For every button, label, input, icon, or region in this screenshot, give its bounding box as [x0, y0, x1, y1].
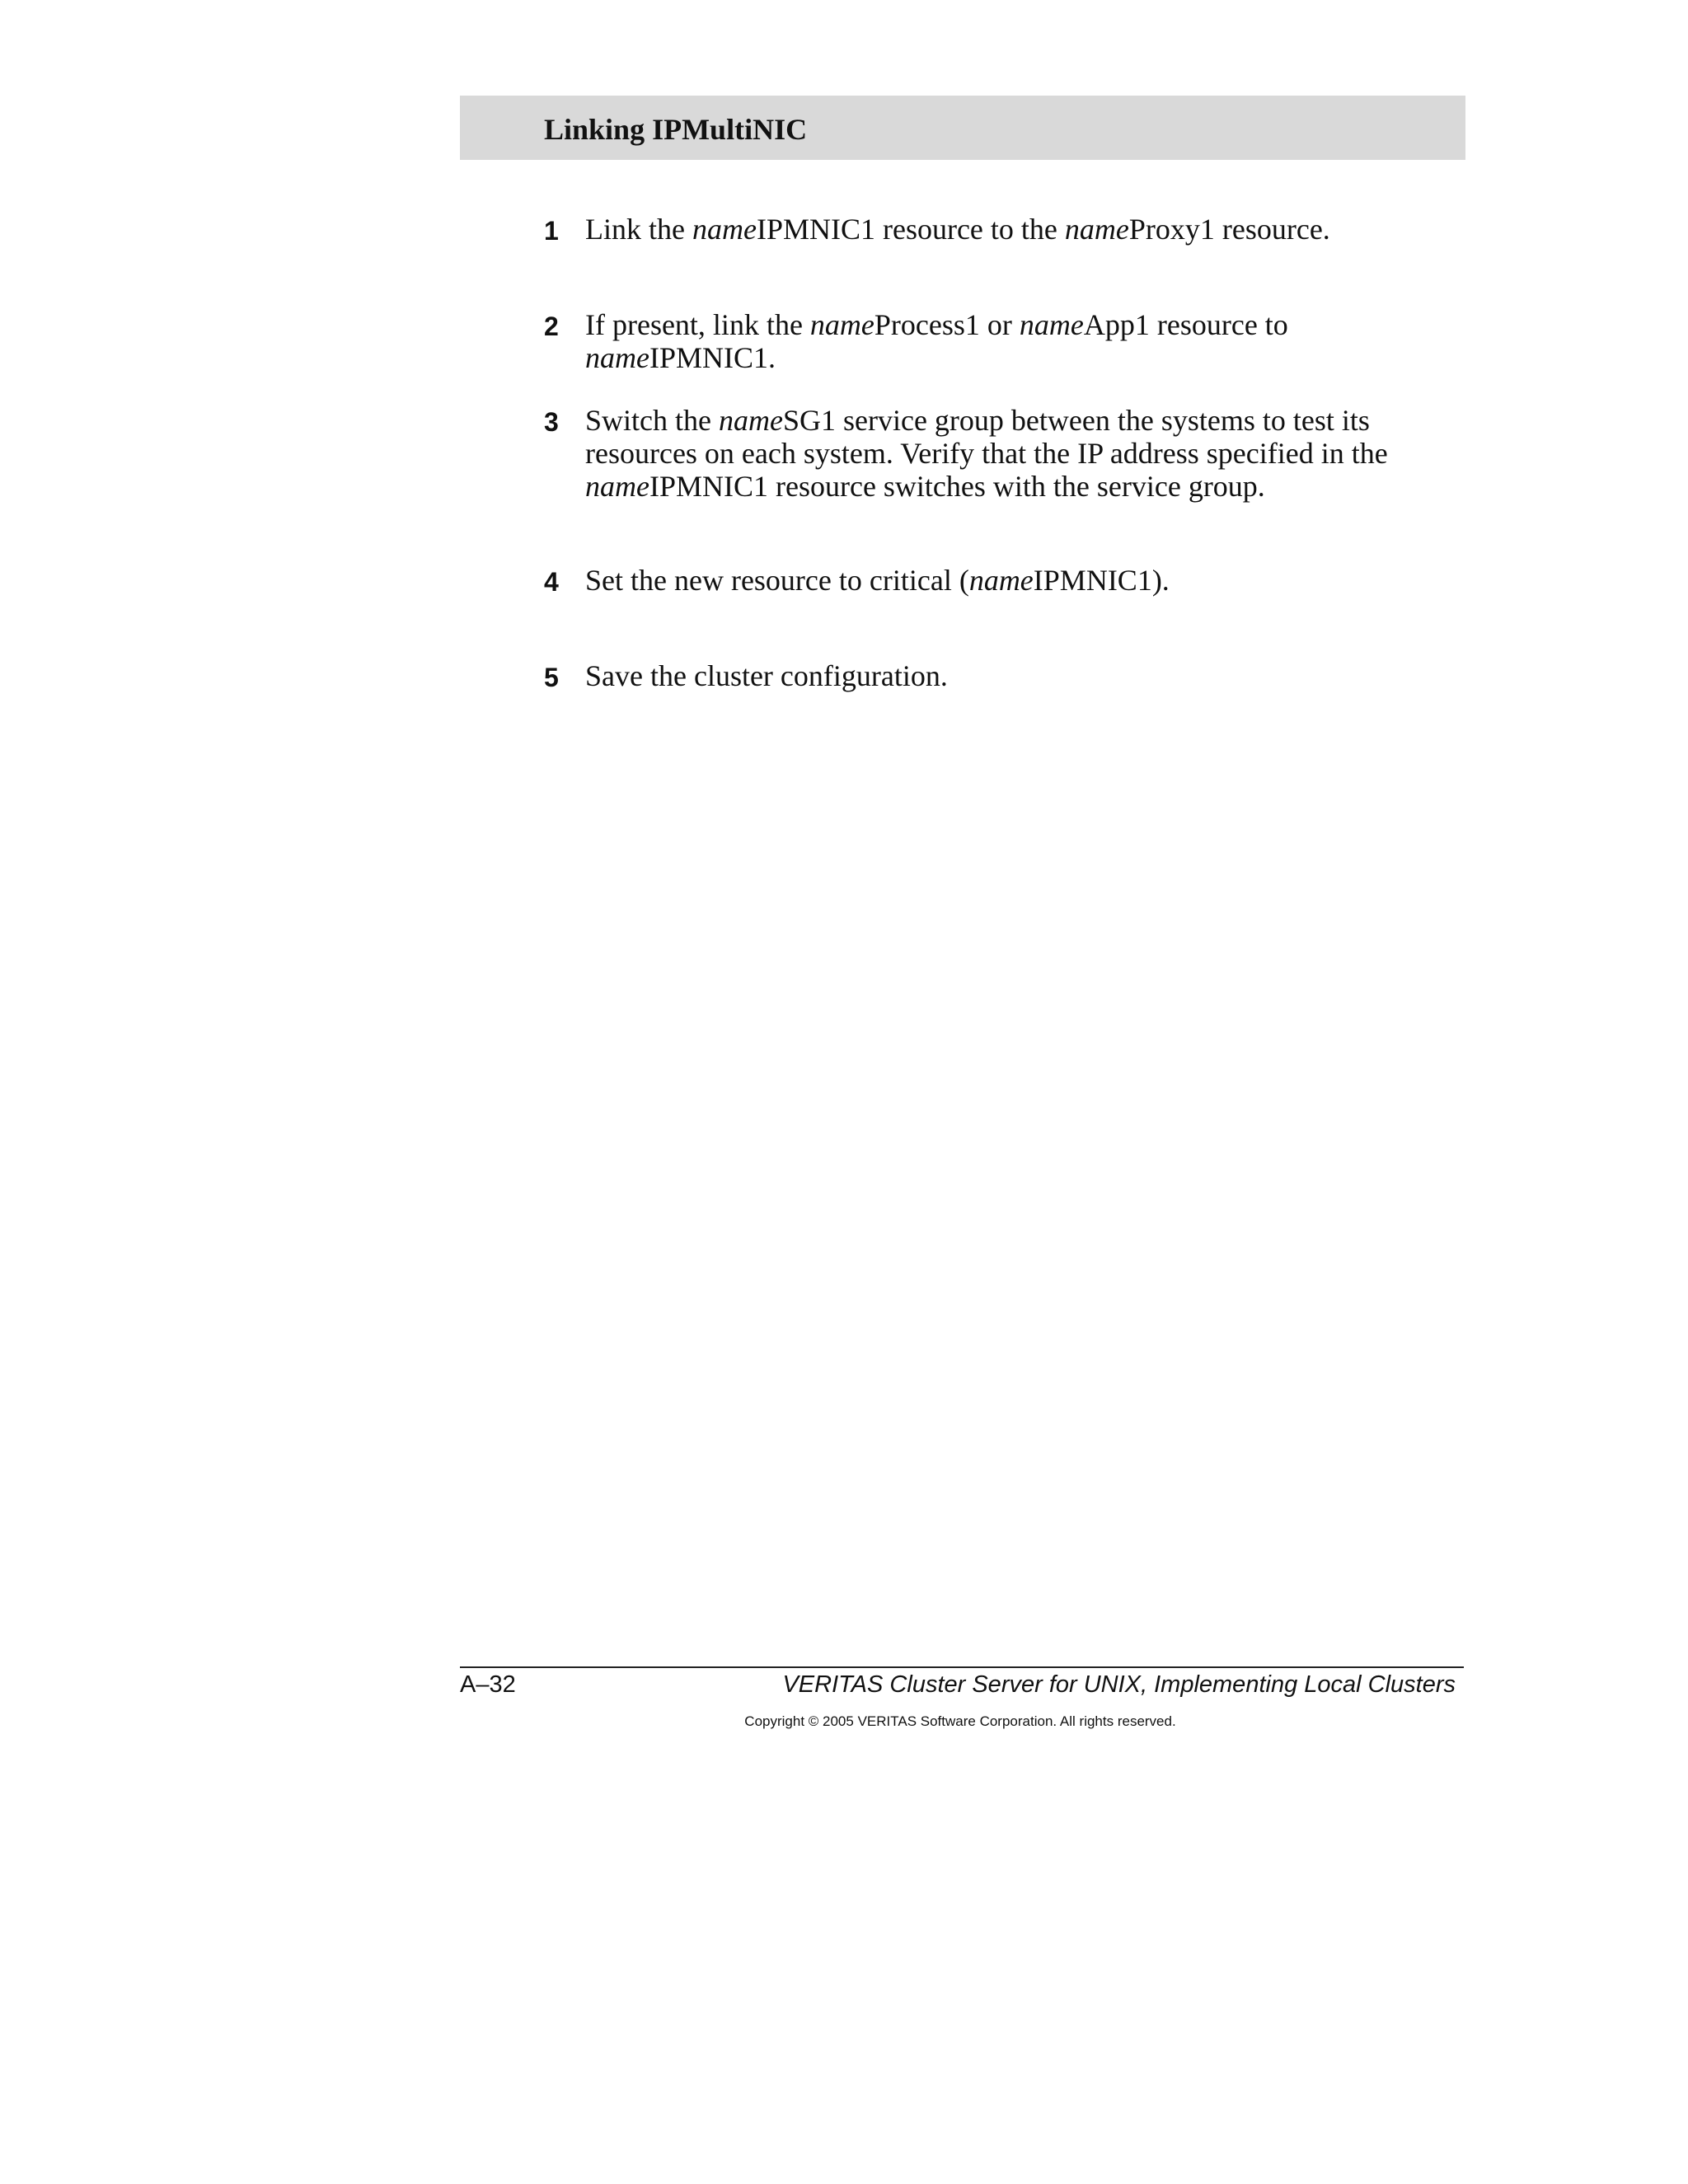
step-text-segment: If present, link the — [585, 308, 810, 341]
step-text-segment: Proxy1 resource. — [1128, 213, 1330, 246]
step-text — [585, 564, 1467, 597]
footer-divider — [460, 1666, 1464, 1668]
section-title: Linking IPMultiNIC — [544, 113, 808, 146]
step-text-segment: App1 resource to — [1083, 308, 1288, 341]
step-number: 3 — [544, 407, 559, 437]
italic-placeholder: name — [585, 341, 649, 374]
step-text-segment: Link the — [585, 213, 692, 246]
step-number: 4 — [544, 567, 559, 597]
step-number: 5 — [544, 663, 559, 692]
step-text-segment: IPMNIC1). — [1033, 564, 1170, 597]
step-number: 2 — [544, 312, 559, 341]
section-heading-bar — [460, 96, 1465, 160]
step-text-segment: Set the new resource to critical ( — [585, 564, 969, 597]
step-text-segment: SG1 service group between the systems to test its resources on each system. Verify that the IP address specified in the — [585, 404, 1388, 470]
step-text-segment: Save the cluster configuration. — [585, 659, 948, 692]
step-text-segment: Process1 or — [874, 308, 1020, 341]
footer-page-number: A–32 — [460, 1671, 516, 1698]
step-number: 1 — [544, 216, 559, 246]
step-text-segment: IPMNIC1. — [649, 341, 776, 374]
step-text-segment: Switch the — [585, 404, 719, 437]
italic-placeholder: name — [809, 308, 874, 341]
step-text — [585, 213, 1467, 246]
italic-placeholder: name — [1019, 308, 1084, 341]
italic-placeholder: name — [968, 564, 1034, 597]
step-text — [585, 404, 1467, 503]
italic-placeholder: name — [1064, 213, 1129, 246]
copyright-notice: Copyright © 2005 VERITAS Software Corporation. All rights reserved. — [744, 1713, 1176, 1729]
step-text — [585, 308, 1467, 374]
step-text-segment: IPMNIC1 resource switches with the service group. — [649, 470, 1265, 503]
step-text — [585, 659, 1467, 692]
italic-placeholder: name — [692, 213, 757, 246]
italic-placeholder: name — [585, 470, 649, 503]
footer-book-title: VERITAS Cluster Server for UNIX, Implementing Local Clusters — [782, 1671, 1456, 1698]
step-text-segment: IPMNIC1 resource to the — [756, 213, 1065, 246]
italic-placeholder: name — [718, 404, 783, 437]
